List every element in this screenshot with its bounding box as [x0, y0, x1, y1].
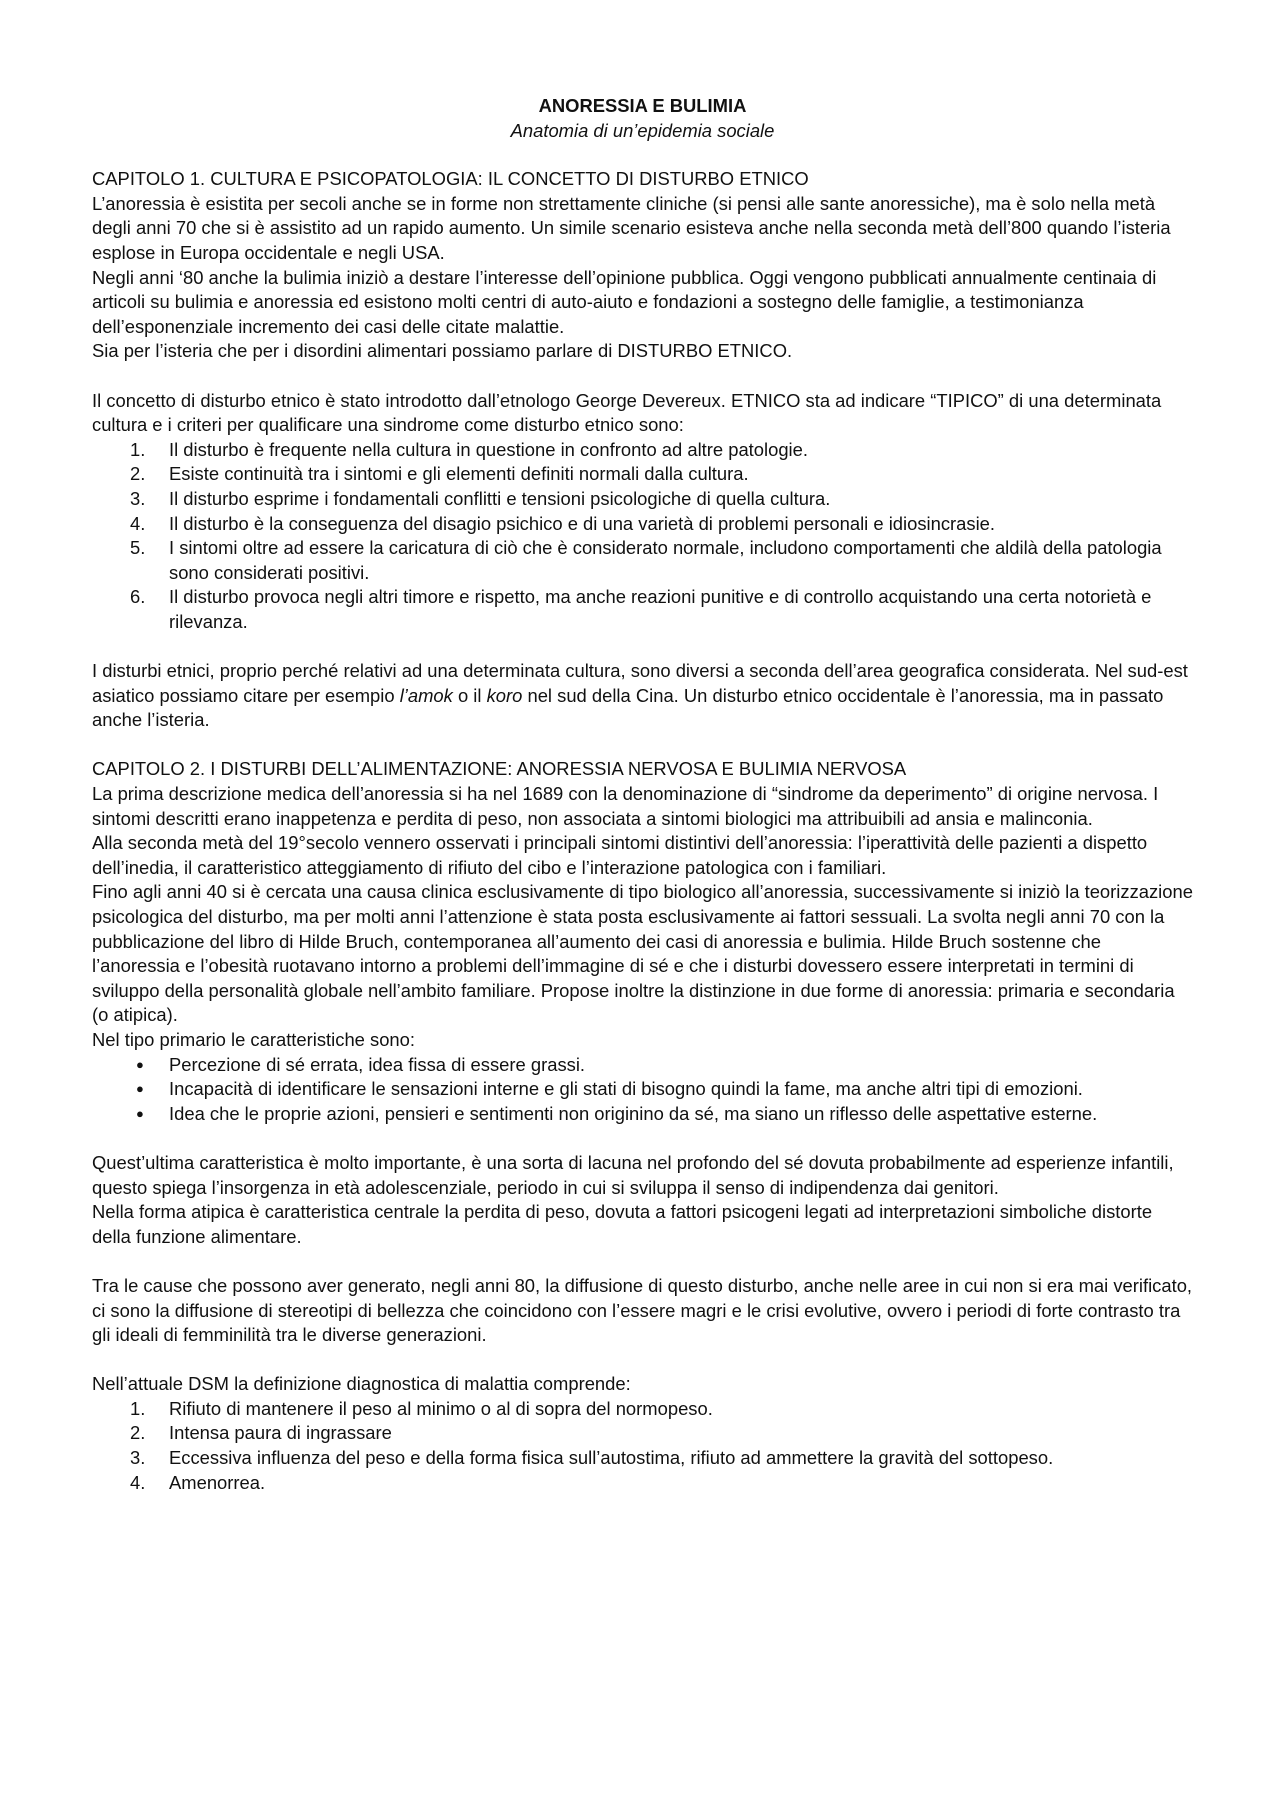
list-number: 1.	[130, 1397, 146, 1419]
paragraph-gap	[92, 1126, 1193, 1151]
list-item-text: Esiste continuità tra i sintomi e gli elementi definiti normali dalla cultura.	[169, 463, 749, 485]
document-title: ANORESSIA E BULIMIA	[538, 95, 747, 116]
list-item	[92, 438, 1193, 463]
list-item	[92, 487, 1193, 512]
bullet-icon: ●	[136, 1056, 144, 1072]
list-item	[92, 462, 1193, 487]
chapter-2-paragraph: Quest’ultima caratteristica è molto importante, è una sorta di lacuna nel profondo del sé dovuta probabilmente ad esperienze infantili, questo spiega l’insorgenza in età adolescenziale, periodo in cui si sviluppa il senso di indipendenza dai genitori.	[92, 1151, 1174, 1198]
list-item	[92, 1077, 1193, 1102]
list-item-text: Il disturbo provoca negli altri timore e rispetto, ma anche reazioni punitive e di controllo acquistando una certa notorietà e rilevanza.	[169, 586, 1152, 632]
list-number: 4.	[130, 512, 146, 534]
list-item-text: Percezione di sé errata, idea fissa di essere grassi.	[169, 1053, 586, 1075]
list-number: 3.	[130, 1447, 146, 1469]
chapter-1-paragraph: Il concetto di disturbo etnico è stato introdotto dall’etnologo George Devereux. ETNICO sta ad indicare “TIPICO” di una determinata cultura e i criteri per qualificare una sindrome come disturbo etnico sono:	[92, 389, 1162, 436]
list-item-text: Il disturbo è la conseguenza del disagio psichico e di una varietà di problemi personali e idiosincrasie.	[169, 512, 996, 534]
list-item	[92, 1446, 1193, 1471]
list-item-text: Eccessiva influenza del peso e della forma fisica sull’autostima, rifiuto ad ammettere la gravità del sottopeso.	[169, 1447, 1054, 1469]
bullet-icon: ●	[136, 1081, 144, 1097]
chapter-2-paragraph: Nell’attuale DSM la definizione diagnostica di malattia comprende:	[92, 1373, 631, 1395]
list-item	[92, 1102, 1193, 1127]
list-item-text: Rifiuto di mantenere il peso al minimo o al di sopra del normopeso.	[169, 1397, 713, 1419]
list-item	[92, 1421, 1193, 1446]
chapter-1-paragraph: L’anoressia è esistita per secoli anche se in forme non strettamente cliniche (si pensi alle sante anoressiche), ma è solo nella metà degli anni 70 che si è assistito ad un rapido aumento. Un simile scenario esisteva anche nella seconda metà dell’800 quando l’isteria esplose in Europa occidentale e negli USA.	[92, 192, 1171, 263]
chapter-1-paragraph: Sia per l’isteria che per i disordini alimentari possiamo parlare di DISTURBO ETNICO.	[92, 340, 793, 362]
chapter-2-paragraph: Tra le cause che possono aver generato, negli anni 80, la diffusione di questo disturbo, anche nelle aree in cui non si era mai verificato, ci sono la diffusione di stereotipi di bellezza che coincidono con l’essere magri e le crisi evolutive, ovvero i periodi di forte contrasto tra gli ideali di femminilità tra le diverse generazioni.	[92, 1274, 1193, 1346]
paragraph-gap	[92, 1249, 1193, 1274]
primary-anorexia-traits-list	[92, 1053, 1193, 1127]
list-item	[92, 1471, 1193, 1496]
paragraph-gap	[92, 733, 1193, 758]
document-subtitle: Anatomia di un’epidemia sociale	[510, 119, 775, 141]
list-item-text: Il disturbo è frequente nella cultura in questione in confronto ad altre patologie.	[169, 438, 808, 460]
list-item-text: Il disturbo esprime i fondamentali conflitti e tensioni psicologiche di quella cultura.	[169, 487, 831, 509]
list-number: 4.	[130, 1471, 146, 1493]
italic-term-koro: koro	[486, 684, 523, 706]
italic-term-amok: l’amok	[399, 684, 453, 706]
list-item	[92, 536, 1193, 585]
list-item	[92, 585, 1193, 634]
list-item-text: Idea che le proprie azioni, pensieri e sentimenti non originino da sé, ma siano un riflesso delle aspettative esterne.	[169, 1102, 1098, 1124]
chapter-2-paragraph: Fino agli anni 40 si è cercata una causa clinica esclusivamente di tipo biologico all’anoressia, successivamente si iniziò la teorizzazione psicologica del disturbo, ma per molti anni l’attenzione è stata posta esclusivamente ai fattori sessuali. La svolta negli anni 70 con la pubblicazione del libro di Hilde Bruch, contemporanea all’aumento dei casi di anoressia e bulimia. Hilde Bruch sostenne che l’anoressia e l’obesità ruotavano intorno a problemi dell’immagine di sé e che i disturbi dovessero essere interpretati in termini di sviluppo della personalità globale nell’ambito familiare. Propose inoltre la distinzione in due forme di anoressia: primaria e secondaria (o atipica).	[92, 881, 1193, 1026]
text-run: nel sud della Cina. Un disturbo etnico occidentale è l’anoressia, ma in passato anche l’isteria.	[92, 684, 1164, 731]
ethnic-disorder-criteria-list	[92, 438, 1193, 635]
list-item-text: I sintomi oltre ad essere la caricatura di ciò che è considerato normale, includono comportamenti che aldilà della patologia sono considerati positivi.	[169, 537, 1162, 583]
chapter-2-paragraph: Alla seconda metà del 19°secolo vennero osservati i principali sintomi distintivi dell’anoressia: l’iperattività delle pazienti a dispetto dell’inedia, il caratteristico atteggiamento di rifiuto del cibo e l’interazione patologica con i familiari.	[92, 832, 1148, 878]
list-item-text: Intensa paura di ingrassare	[169, 1422, 392, 1444]
list-number: 6.	[130, 586, 146, 608]
text-run: o il	[452, 684, 487, 706]
list-number: 2.	[130, 463, 146, 485]
paragraph-gap	[92, 1348, 1193, 1373]
list-item	[92, 512, 1193, 537]
list-number: 5.	[130, 537, 146, 559]
list-item-text: Incapacità di identificare le sensazioni interne e gli stati di bisogno quindi la fame, ma anche altri tipi di emozioni.	[169, 1078, 1083, 1100]
list-item-text: Amenorrea.	[169, 1471, 266, 1493]
list-item	[92, 1397, 1193, 1422]
chapter-2-paragraph: Nella forma atipica è caratteristica centrale la perdita di peso, dovuta a fattori psicogeni legati ad interpretazioni simboliche distorte della funzione alimentare.	[92, 1201, 1153, 1247]
paragraph-gap	[92, 364, 1193, 389]
chapter-1-paragraph	[92, 659, 1193, 733]
list-number: 3.	[130, 487, 146, 509]
text-run: I disturbi etnici, proprio perché relativi ad una determinata cultura, sono diversi a seconda dell’area geografica considerata. Nel sud-est asiatico possiamo citare per esempio	[92, 660, 1188, 706]
chapter-1-paragraph: Negli anni ‘80 anche la bulimia iniziò a destare l’interesse dell’opinione pubblica. Oggi vengono pubblicati annualmente centinaia di articoli su bulimia e anoressia ed esistono molti centri di auto-aiuto e fondazioni a sostegno delle famiglie, a testimonianza dell’esponenziale incremento dei casi delle citate malattie.	[92, 266, 1157, 337]
list-number: 2.	[130, 1422, 146, 1444]
chapter-2-heading: CAPITOLO 2. I DISTURBI DELL’ALIMENTAZIONE: ANORESSIA NERVOSA E BULIMIA NERVOSA	[92, 758, 907, 780]
list-item	[92, 1053, 1193, 1078]
chapter-2-paragraph: La prima descrizione medica dell’anoressia si ha nel 1689 con la denominazione di “sindrome da deperimento” di origine nervosa. I sintomi descritti erano inappetenza e perdita di peso, non associata a sintomi biologici ma attribuibili ad ansia e malinconia.	[92, 783, 1159, 829]
list-number: 1.	[130, 438, 146, 460]
chapter-1-heading: CAPITOLO 1. CULTURA E PSICOPATOLOGIA: IL CONCETTO DI DISTURBO ETNICO	[92, 168, 809, 190]
paragraph-gap	[92, 634, 1193, 659]
bullet-icon: ●	[136, 1105, 144, 1121]
dsm-criteria-list	[92, 1397, 1193, 1495]
chapter-2-paragraph: Nel tipo primario le caratteristiche sono:	[92, 1028, 415, 1050]
